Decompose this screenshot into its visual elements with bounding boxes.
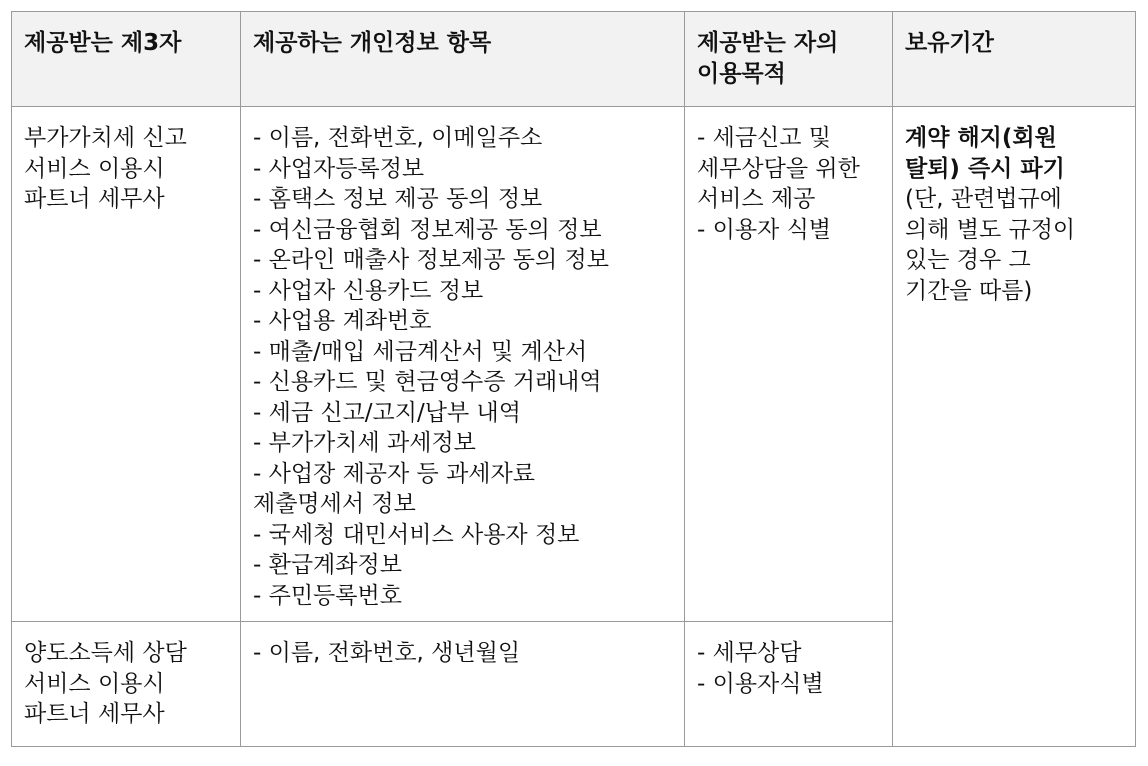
item-line: - 사업장 제공자 등 과세자료 [253, 460, 535, 487]
privacy-sharing-table [11, 11, 1136, 747]
purpose-line: 서비스 제공 [697, 186, 816, 212]
item-line: - 부가가치세 과세정보 [253, 430, 476, 456]
item-line: - 사업자 신용카드 정보 [253, 277, 484, 304]
table-header-row [12, 12, 1136, 107]
recipient-line: 서비스 이용시 [24, 155, 165, 182]
recipient-cell [12, 107, 241, 622]
item-line: - 여신금융협회 정보제공 동의 정보 [253, 216, 602, 243]
purpose-cell [685, 107, 893, 622]
purpose-line: - 이용자식별 [697, 670, 824, 697]
item-line: - 신용카드 및 현금영수증 거래내역 [253, 369, 602, 395]
item-line: - 환급계좌정보 [253, 552, 402, 578]
recipient-line: 서비스 이용시 [24, 670, 165, 697]
recipient-line: 파트너 세무사 [24, 701, 165, 727]
retention-bold-line: 계약 해지(회원 [905, 125, 1057, 151]
table-row [12, 107, 1136, 622]
purpose-line: - 세무상담 [697, 640, 802, 666]
item-line: - 사업용 계좌번호 [253, 308, 432, 334]
purpose-line: - 이용자 식별 [697, 216, 832, 243]
retention-bold-line: 탈퇴) 즉시 파기 [905, 155, 1065, 182]
header-purpose: 제공받는 자의 이용목적 [685, 12, 893, 107]
retention-cell [893, 107, 1136, 747]
item-line: - 국세청 대민서비스 사용자 정보 [253, 521, 580, 548]
item-line: - 온라인 매출사 정보제공 동의 정보 [253, 247, 609, 273]
recipient-cell [12, 622, 241, 747]
items-cell [241, 622, 685, 747]
item-line: - 매출/매입 세금계산서 및 계산서 [253, 338, 588, 365]
purpose-cell [685, 622, 893, 747]
item-line: - 홈택스 정보 제공 동의 정보 [253, 186, 543, 212]
recipient-line: 부가가치세 신고 [24, 125, 187, 151]
retention-note-line: 있는 경우 그 [905, 247, 1031, 273]
item-line: - 주민등록번호 [253, 582, 402, 609]
recipient-line: 파트너 세무사 [24, 186, 165, 212]
header-retention: 보유기간 [893, 12, 1136, 107]
item-line: 제출명세서 정보 [253, 491, 416, 517]
item-line: - 이름, 전화번호, 이메일주소 [253, 125, 543, 151]
purpose-line: - 세금신고 및 [697, 125, 832, 151]
retention-note-line: (단, 관련법규에 [905, 186, 1062, 212]
recipient-line: 양도소득세 상담 [24, 640, 187, 666]
item-line: - 세금 신고/고지/납부 내역 [253, 399, 521, 426]
purpose-line: 세무상담을 위한 [697, 155, 860, 182]
retention-note-line: 의해 별도 규정이 [905, 216, 1076, 243]
header-recipient: 제공받는 제3자 [12, 12, 241, 107]
retention-note-line: 기간을 따름) [905, 277, 1033, 304]
item-line: - 이름, 전화번호, 생년월일 [253, 640, 521, 666]
items-cell [241, 107, 685, 622]
header-items: 제공하는 개인정보 항목 [241, 12, 685, 107]
item-line: - 사업자등록정보 [253, 155, 425, 182]
